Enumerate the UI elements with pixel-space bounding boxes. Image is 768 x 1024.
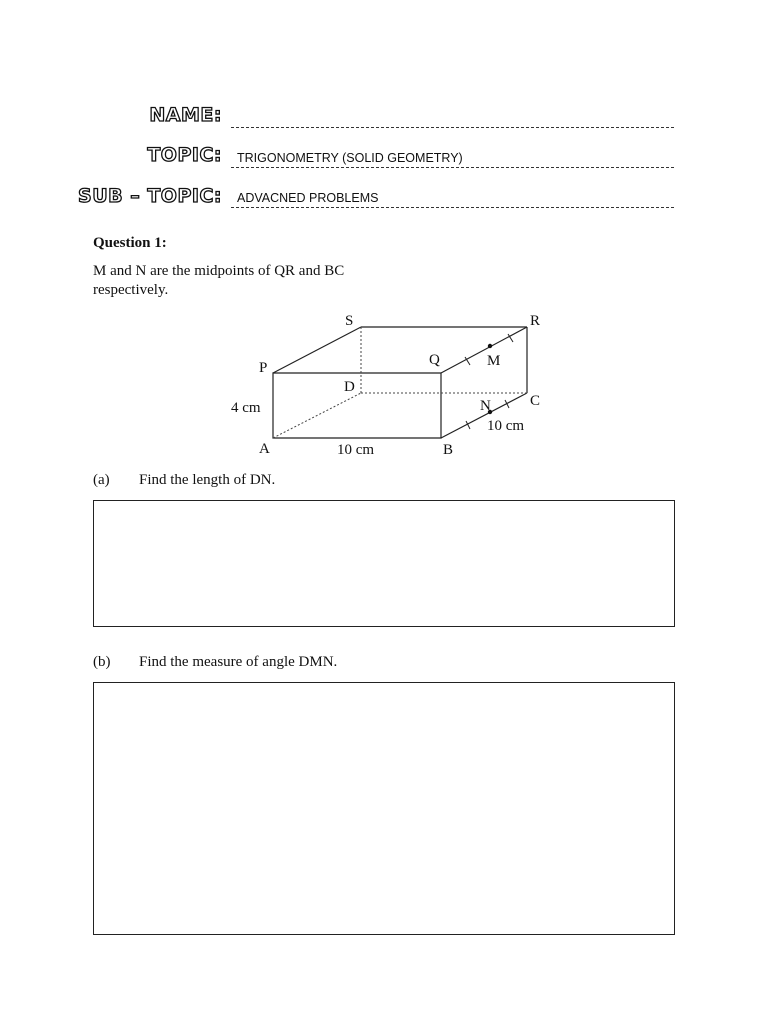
subtopic-field-line[interactable] xyxy=(231,207,674,208)
cuboid-diagram xyxy=(225,308,555,463)
label-d: D xyxy=(344,379,355,395)
question-text: M and N are the midpoints of QR and BC respectively. xyxy=(93,263,345,298)
topic-label: TOPIC: xyxy=(147,144,222,166)
dimension-width: 10 cm xyxy=(487,418,525,434)
edge-ps xyxy=(273,327,361,373)
name-label: NAME: xyxy=(149,104,222,126)
name-field-line[interactable] xyxy=(231,127,674,128)
label-b: B xyxy=(443,442,454,458)
label-a: A xyxy=(259,441,270,457)
question-title: Question 1: xyxy=(93,235,167,251)
dimension-height: 4 cm xyxy=(231,400,261,416)
topic-value: TRIGONOMETRY (SOLID GEOMETRY) xyxy=(237,151,463,165)
part-b-text: Find the measure of angle DMN. xyxy=(139,654,338,670)
part-a-text: Find the length of DN. xyxy=(139,472,276,488)
topic-field-line[interactable] xyxy=(231,167,674,168)
dimension-length: 10 cm xyxy=(337,442,375,458)
label-m: M xyxy=(487,353,501,369)
label-s: S xyxy=(345,313,354,329)
label-n: N xyxy=(480,398,491,414)
label-q: Q xyxy=(429,352,440,368)
answer-box-a[interactable] xyxy=(93,500,675,627)
subtopic-label: SUB – TOPIC: xyxy=(78,185,222,207)
label-c: C xyxy=(530,393,541,409)
front-face-pqba xyxy=(273,373,441,438)
subtopic-value: ADVACNED PROBLEMS xyxy=(237,191,379,205)
label-r: R xyxy=(530,313,541,329)
answer-box-b[interactable] xyxy=(93,682,675,935)
point-m xyxy=(488,344,492,348)
edge-qr xyxy=(441,327,527,373)
part-a-letter: (a) xyxy=(93,472,110,488)
hidden-edge-ad xyxy=(273,393,361,438)
part-b-letter: (b) xyxy=(93,654,111,670)
label-p: P xyxy=(259,360,268,376)
